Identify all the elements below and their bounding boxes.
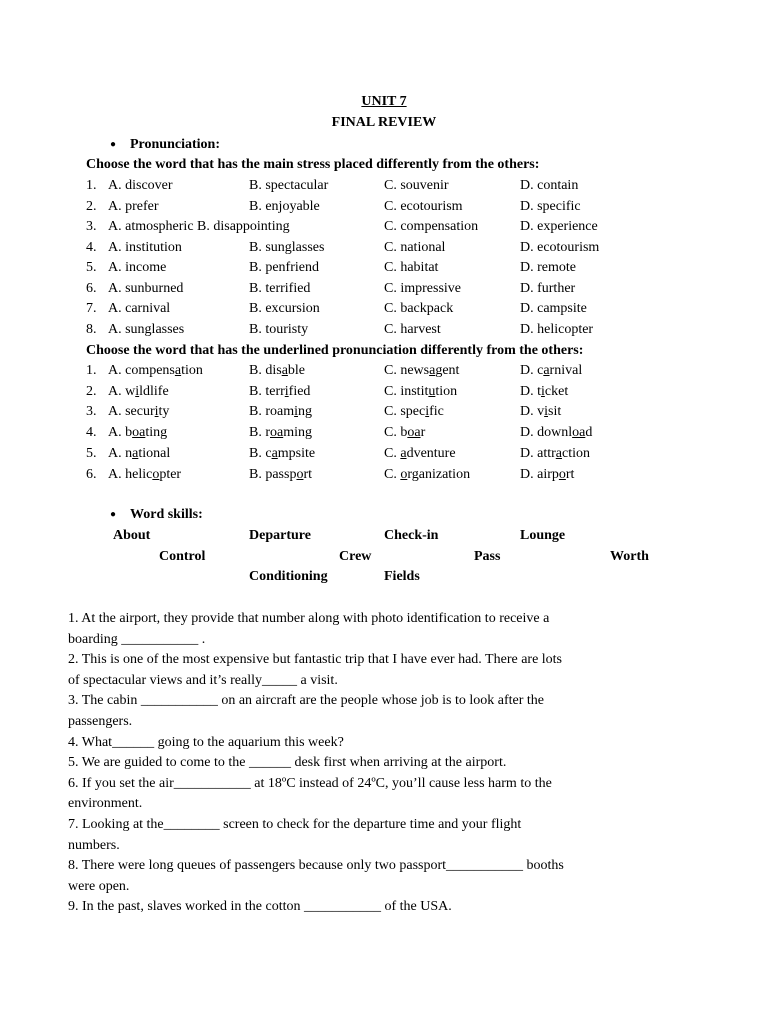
option-c (384, 467, 470, 483)
option-c (384, 425, 425, 441)
underlined-sound: u (428, 384, 436, 399)
word-end: ty (158, 404, 170, 419)
underlined-sound: i (541, 384, 545, 399)
underlined-sound: a (132, 446, 139, 461)
option-a: A. atmospheric B. disappointing (108, 219, 290, 234)
option-c: C. ecotourism (384, 199, 463, 214)
option-d (520, 446, 590, 462)
word-conditioning: Conditioning (249, 569, 328, 584)
option-d (520, 363, 582, 379)
word-end: ldlife (139, 384, 169, 399)
exercise-line: 6. If you set the air___________ at 18ºC instead of 24ºC, you’ll cause less harm to the (68, 776, 552, 791)
word-end: fied (288, 384, 311, 399)
option-c: C. compensation (384, 219, 479, 234)
word-control: Control (159, 549, 206, 564)
option-b: B. enjoyable (249, 199, 320, 214)
underlined-sound: a (543, 363, 550, 378)
question-number: 5. (86, 260, 97, 275)
word-about: About (113, 528, 151, 543)
word-pass: Pass (474, 549, 501, 564)
question-number: 2. (86, 199, 97, 214)
question-number: 4. (86, 240, 97, 255)
exercise-line: 9. In the past, slaves worked in the cotton ___________ of the USA. (68, 899, 452, 914)
exercise-line: 7. Looking at the________ screen to check for the departure time and your flight (68, 817, 522, 832)
underlined-sound: oa (132, 425, 146, 440)
word-check-in: Check-in (384, 528, 439, 543)
word-departure: Departure (249, 528, 311, 543)
underlined-sound: oa (270, 425, 284, 440)
word-start: D. attr (520, 446, 556, 461)
underlined-sound: a (555, 446, 562, 461)
option-d: D. specific (520, 199, 581, 214)
exercise-line: 3. The cabin ___________ on an aircraft are the people whose job is to look after the (68, 693, 544, 708)
underlined-sound: i (284, 384, 289, 399)
word-start: B. r (249, 425, 270, 440)
option-a (108, 384, 169, 400)
question-number: 3. (86, 404, 97, 419)
option-d: D. contain (520, 178, 579, 193)
underlined-sound: a (271, 446, 278, 461)
word-start: C. news (384, 363, 430, 378)
option-d (520, 384, 568, 400)
section-heading-word-skills: Word skills: (130, 507, 203, 522)
word-start: D. c (520, 363, 544, 378)
option-b (249, 363, 305, 379)
word-end: ng (298, 404, 312, 419)
underlined-sound: a (400, 446, 407, 461)
underlined-sound: i (425, 404, 430, 419)
option-d: D. remote (520, 260, 576, 275)
option-b: B. terrified (249, 281, 311, 296)
underlined-sound: a (281, 363, 288, 378)
option-c (384, 384, 457, 400)
option-b: B. excursion (249, 301, 320, 316)
option-b (249, 404, 312, 420)
exercise-line: 8. There were long queues of passengers because only two passport___________ booths (68, 858, 564, 873)
option-d: D. ecotourism (520, 240, 600, 255)
option-d: D. further (520, 281, 576, 296)
option-b: B. spectacular (249, 178, 329, 193)
option-c: C. impressive (384, 281, 461, 296)
word-fields: Fields (384, 569, 420, 584)
question-number: 4. (86, 425, 97, 440)
word-end: dventure (406, 446, 456, 461)
word-start: A. b (108, 425, 133, 440)
option-a: A. discover (108, 178, 173, 193)
word-crew: Crew (339, 549, 372, 564)
option-d (520, 425, 592, 441)
word-start: A. helic (108, 467, 153, 482)
word-start: B. c (249, 446, 272, 461)
question-number: 1. (86, 178, 97, 193)
word-end: tion (181, 363, 203, 378)
option-c: C. national (384, 240, 446, 255)
word-lounge: Lounge (520, 528, 566, 543)
option-c: C. habitat (384, 260, 439, 275)
question-number: 5. (86, 446, 97, 461)
word-worth: Worth (610, 549, 649, 564)
word-end: tion (435, 384, 458, 399)
word-end: mpsite (277, 446, 316, 461)
underlined-sound: i (135, 384, 140, 399)
word-end: cket (544, 384, 569, 399)
underlined-sound: o (400, 467, 408, 482)
word-start: C. (384, 446, 401, 461)
option-a (108, 425, 167, 441)
underlined-sound: oa (407, 425, 421, 440)
question-number: 6. (86, 467, 97, 482)
option-c: C. backpack (384, 301, 454, 316)
underlined-sound: i (294, 404, 298, 419)
word-end: gent (435, 363, 460, 378)
exercise-line: 1. At the airport, they provide that number along with photo identification to receive a (68, 611, 550, 626)
word-end: fic (429, 404, 444, 419)
word-start: D. t (520, 384, 541, 399)
word-end: tional (138, 446, 171, 461)
word-end: sit (548, 404, 562, 419)
underlined-sound: i (154, 404, 159, 419)
question-number: 7. (86, 301, 97, 316)
bullet-icon: ● (110, 509, 117, 520)
option-b (249, 446, 315, 462)
underlined-sound: a (429, 363, 436, 378)
option-b (249, 384, 310, 400)
exercise-line: 5. We are guided to come to the ______ desk first when arriving at the airport. (68, 755, 507, 770)
word-start: D. v (520, 404, 545, 419)
question-number: 8. (86, 322, 97, 337)
option-d (520, 467, 574, 483)
option-a (108, 363, 203, 379)
option-c (384, 404, 444, 420)
option-a: A. income (108, 260, 167, 275)
option-a: A. prefer (108, 199, 159, 214)
underlined-sound: a (174, 363, 182, 378)
word-start: D. airp (520, 467, 559, 482)
exercise-line: 2. This is one of the most expensive but fantastic trip that I have ever had. There are lots (68, 652, 563, 667)
option-a: A. sunglasses (108, 322, 185, 337)
option-c: C. souvenir (384, 178, 449, 193)
option-a (108, 446, 170, 462)
option-b: B. sunglasses (249, 240, 325, 255)
option-c: C. harvest (384, 322, 441, 337)
exercise-line: were open. (68, 879, 130, 894)
unit-label: UNIT 7 (361, 94, 407, 109)
option-c (384, 363, 459, 379)
underlined-sound: o (152, 467, 160, 482)
word-end: ting (145, 425, 168, 440)
option-b (249, 467, 312, 483)
word-start: A. n (108, 446, 133, 461)
option-d: D. helicopter (520, 322, 594, 337)
word-end: rnival (549, 363, 583, 378)
word-start: C. (384, 467, 401, 482)
underlined-sound: o (558, 467, 566, 482)
question-number: 6. (86, 281, 97, 296)
option-d: D. experience (520, 219, 598, 234)
exercise-line: boarding ___________ . (68, 632, 206, 647)
word-end: r (420, 425, 426, 440)
word-start: A. w (108, 384, 136, 399)
question-number: 3. (86, 219, 97, 234)
option-c (384, 446, 456, 462)
instruction-stress: Choose the word that has the main stress placed differently from the others: (86, 157, 540, 172)
word-end: rganization (407, 467, 471, 482)
page-title: FINAL REVIEW (331, 115, 437, 130)
word-start: B. roam (249, 404, 295, 419)
option-a (108, 467, 181, 483)
option-a: A. carnival (108, 301, 171, 316)
word-start: A. secur (108, 404, 155, 419)
underlined-sound: o (296, 467, 304, 482)
underlined-sound: i (544, 404, 549, 419)
word-end: ming (283, 425, 312, 440)
word-end: rt (565, 467, 575, 482)
exercise-line: environment. (68, 796, 143, 811)
word-start: B. terr (249, 384, 285, 399)
word-end: rt (303, 467, 313, 482)
option-d (520, 404, 561, 420)
word-start: C. instit (384, 384, 429, 399)
exercise-line: 4. What______ going to the aquarium this week? (68, 735, 344, 750)
word-start: B. passp (249, 467, 297, 482)
word-start: B. dis (249, 363, 282, 378)
option-b: B. touristy (249, 322, 309, 337)
underlined-sound: oa (572, 425, 586, 440)
word-end: ble (287, 363, 306, 378)
bullet-icon: ● (110, 139, 117, 150)
section-heading-pronunciation: Pronunciation: (130, 137, 220, 152)
option-a: A. sunburned (108, 281, 184, 296)
option-b (249, 425, 312, 441)
word-start: C. b (384, 425, 408, 440)
exercise-line: numbers. (68, 838, 120, 853)
exercise-line: of spectacular views and it’s really_____ a visit. (68, 673, 338, 688)
instruction-pronunciation: Choose the word that has the underlined pronunciation differently from the others: (86, 343, 584, 358)
word-end: pter (159, 467, 182, 482)
question-number: 1. (86, 363, 97, 378)
option-d: D. campsite (520, 301, 587, 316)
option-a: A. institution (108, 240, 182, 255)
word-start: D. downl (520, 425, 573, 440)
word-end: d (585, 425, 593, 440)
word-start: A. compens (108, 363, 175, 378)
word-end: ction (561, 446, 590, 461)
exercise-line: passengers. (68, 714, 133, 729)
option-a (108, 404, 169, 420)
option-b: B. penfriend (249, 260, 319, 275)
word-start: C. spec (384, 404, 426, 419)
question-number: 2. (86, 384, 97, 399)
